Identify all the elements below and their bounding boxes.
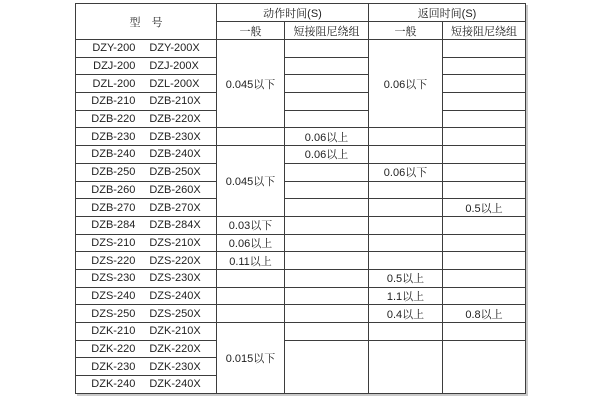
model-label: DZJ-200: [93, 60, 136, 73]
table-row: [76, 146, 526, 164]
model-label: DZB-240: [91, 148, 136, 161]
value-cell-act-short: [285, 93, 369, 111]
header-action-time: 动作时间(S): [217, 4, 369, 22]
model-cell: [76, 340, 217, 358]
value-cell-act-short: [285, 40, 369, 58]
value-cell-act-short: [285, 323, 369, 341]
value-cell-act-general: 0.045以下: [217, 146, 285, 217]
table-body: [76, 40, 526, 394]
value-cell-act-general: [217, 128, 285, 146]
value-cell-ret-general: 0.5以上: [369, 269, 443, 287]
table-row: [76, 110, 526, 128]
value-cell-ret-short: 0.8以上: [443, 305, 526, 323]
header-model: 型 号: [76, 4, 217, 40]
value-cell-act-general: [217, 287, 285, 305]
model-x-label: DZB-240X: [149, 148, 201, 161]
table-header: [76, 4, 526, 40]
model-label: DZS-230: [91, 272, 136, 285]
table-row: [76, 234, 526, 252]
model-label: DZB-284: [91, 219, 136, 232]
value-cell-act-general: 0.06以上: [217, 234, 285, 252]
model-label: DZS-220: [91, 254, 136, 267]
model-label: DZB-270: [91, 201, 136, 214]
value-cell-ret-general: 0.4以上: [369, 305, 443, 323]
model-x-label: DZS-240X: [149, 289, 201, 302]
model-x-label: DZK-240X: [149, 378, 201, 391]
value-cell-ret-general: [369, 146, 443, 164]
value-cell-act-short: 0.06以上: [285, 146, 369, 164]
model-x-label: DZB-250X: [149, 166, 201, 179]
value-cell-ret-short: [443, 340, 526, 393]
value-cell-ret-short: [443, 110, 526, 128]
table-row: [76, 252, 526, 270]
model-x-label: DZY-200X: [149, 42, 200, 55]
value-cell-ret-general: [369, 340, 443, 393]
value-cell-act-short: [285, 110, 369, 128]
value-cell-ret-short: [443, 57, 526, 75]
table-row: [76, 287, 526, 305]
model-label: DZL-200: [92, 77, 136, 90]
table-row: [76, 340, 526, 358]
model-cell: [76, 305, 217, 323]
model-cell: [76, 358, 217, 376]
model-cell: [76, 75, 217, 93]
table-row: [76, 40, 526, 58]
model-label: DZY-200: [92, 42, 136, 55]
model-cell: [76, 252, 217, 270]
value-cell-act-general: [217, 269, 285, 287]
model-cell: [76, 163, 217, 181]
value-cell-act-general: 0.015以下: [217, 323, 285, 394]
model-cell: [76, 57, 217, 75]
value-cell-ret-general: 0.06以下: [369, 40, 443, 128]
table-row: [76, 216, 526, 234]
table-row: [76, 75, 526, 93]
value-cell-act-short: [285, 234, 369, 252]
header-action-short-damping: 短接阻尼绕组: [285, 22, 369, 40]
model-cell: [76, 128, 217, 146]
value-cell-act-short: 0.06以上: [285, 128, 369, 146]
value-cell-ret-short: [443, 287, 526, 305]
model-x-label: DZB-284X: [149, 219, 201, 232]
model-label: DZK-240: [91, 378, 136, 391]
table-row: [76, 323, 526, 341]
value-cell-ret-general: [369, 323, 443, 341]
value-cell-act-short: [285, 75, 369, 93]
model-label: DZK-220: [91, 343, 136, 356]
value-cell-ret-general: 0.06以下: [369, 163, 443, 181]
header-return-time: 返回时间(S): [369, 4, 526, 22]
header-return-general: 一般: [369, 22, 443, 40]
model-x-label: DZS-210X: [149, 236, 201, 249]
value-cell-ret-short: [443, 93, 526, 111]
value-cell-ret-general: [369, 252, 443, 270]
value-cell-ret-short: [443, 269, 526, 287]
value-cell-ret-short: [443, 40, 526, 58]
value-cell-ret-short: [443, 216, 526, 234]
model-label: DZB-260: [91, 183, 136, 196]
model-cell: [76, 287, 217, 305]
value-cell-ret-general: 1.1以上: [369, 287, 443, 305]
table-row: [76, 128, 526, 146]
header-row-groups: [76, 4, 526, 22]
model-x-label: DZS-250X: [149, 307, 201, 320]
model-cell: [76, 376, 217, 394]
model-x-label: DZB-220X: [149, 113, 201, 126]
value-cell-ret-short: [443, 234, 526, 252]
header-return-short-damping: 短接阻尼绕组: [443, 22, 526, 40]
model-x-label: DZS-220X: [149, 254, 201, 267]
value-cell-act-short: [285, 252, 369, 270]
table-row: [76, 199, 526, 217]
table-row: [76, 93, 526, 111]
value-cell-act-short: [285, 269, 369, 287]
model-cell: [76, 216, 217, 234]
value-cell-ret-general: [369, 216, 443, 234]
value-cell-ret-general: [369, 234, 443, 252]
value-cell-act-short: [285, 340, 369, 393]
model-cell: [76, 199, 217, 217]
model-x-label: DZB-210X: [149, 95, 201, 108]
value-cell-ret-short: [443, 75, 526, 93]
header-action-general: 一般: [217, 22, 285, 40]
model-x-label: DZB-230X: [149, 130, 201, 143]
table-row: [76, 163, 526, 181]
value-cell-act-short: [285, 57, 369, 75]
value-cell-act-short: [285, 163, 369, 181]
model-label: DZB-250: [91, 166, 136, 179]
model-label: DZK-210: [91, 325, 136, 338]
model-label: DZS-240: [91, 289, 136, 302]
model-x-label: DZK-230X: [149, 360, 201, 373]
model-x-label: DZB-270X: [149, 201, 201, 214]
model-cell: [76, 146, 217, 164]
model-cell: [76, 269, 217, 287]
table-row: [76, 305, 526, 323]
value-cell-act-short: [285, 216, 369, 234]
model-x-label: DZK-220X: [149, 343, 201, 356]
value-cell-act-general: 0.03以下: [217, 216, 285, 234]
model-label: DZB-210: [91, 95, 136, 108]
model-cell: [76, 93, 217, 111]
model-cell: [76, 181, 217, 199]
value-cell-ret-short: [443, 146, 526, 164]
model-cell: [76, 40, 217, 58]
value-cell-act-short: [285, 305, 369, 323]
model-label: DZB-220: [91, 113, 136, 126]
value-cell-ret-general: [369, 128, 443, 146]
value-cell-ret-short: [443, 163, 526, 181]
value-cell-act-short: [285, 181, 369, 199]
value-cell-ret-short: [443, 128, 526, 146]
value-cell-ret-short: [443, 252, 526, 270]
value-cell-act-general: [217, 305, 285, 323]
value-cell-act-short: [285, 287, 369, 305]
model-x-label: DZB-260X: [149, 183, 201, 196]
value-cell-act-short: [285, 199, 369, 217]
relay-spec-table: [75, 3, 526, 394]
model-cell: [76, 110, 217, 128]
value-cell-ret-general: [369, 199, 443, 217]
value-cell-ret-short: 0.5以上: [443, 199, 526, 217]
model-x-label: DZS-230X: [149, 272, 201, 285]
model-label: DZK-230: [91, 360, 136, 373]
table-row: [76, 269, 526, 287]
value-cell-act-general: 0.045以下: [217, 40, 285, 128]
model-x-label: DZJ-200X: [149, 60, 199, 73]
model-label: DZB-230: [91, 130, 136, 143]
model-label: DZS-210: [91, 236, 136, 249]
value-cell-ret-general: [369, 181, 443, 199]
value-cell-ret-short: [443, 323, 526, 341]
model-cell: [76, 234, 217, 252]
table-row: [76, 181, 526, 199]
table-row: [76, 57, 526, 75]
value-cell-act-general: 0.11以上: [217, 252, 285, 270]
model-x-label: DZK-210X: [149, 325, 201, 338]
model-x-label: DZL-200X: [149, 77, 200, 90]
value-cell-ret-short: [443, 181, 526, 199]
model-cell: [76, 323, 217, 341]
model-label: DZS-250: [91, 307, 136, 320]
